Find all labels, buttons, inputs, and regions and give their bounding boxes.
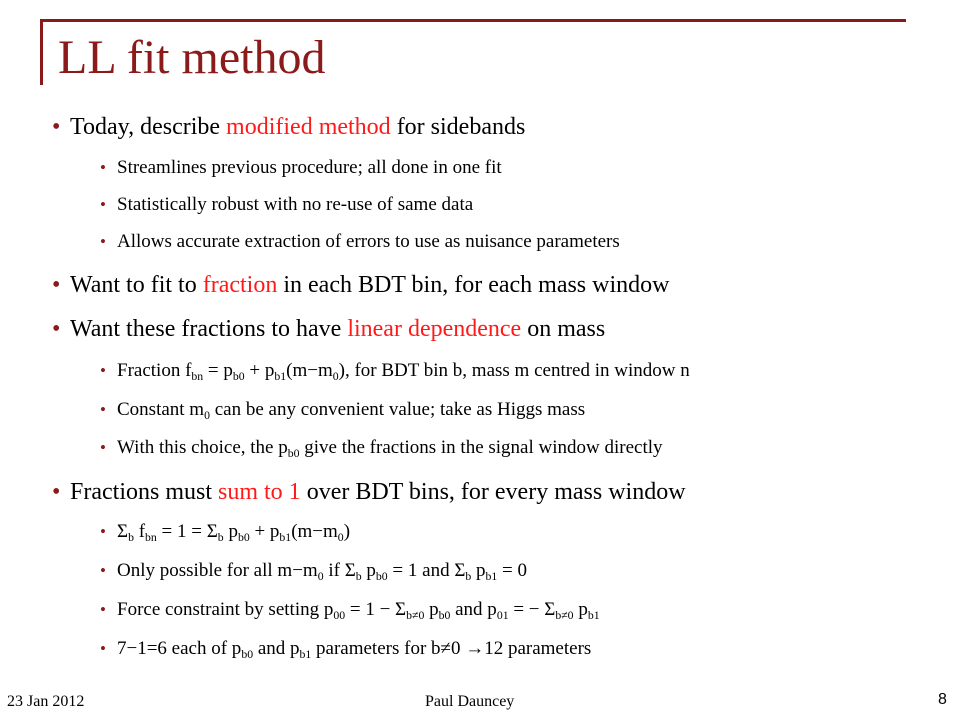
bullet-modified-method: • Today, describe modified method for sidebands [52, 114, 526, 140]
footer-date: 23 Jan 2012 [7, 693, 85, 710]
bullet-dot-icon: • [100, 195, 106, 214]
bullet-dot-icon: • [100, 232, 106, 251]
subbullet-signal-window: • With this choice, the $p_{b0}$ give the fractions in the signal window directly [100, 437, 663, 461]
subbullet-constant-m0: • Constant $m_0$ can be any convenient value; take as Higgs mass [100, 399, 586, 423]
bullet-dot-icon: • [100, 158, 106, 177]
subbullet-force-constraint: • Force constraint by setting $p_{00} = 1 - \Sigma_{b\ne 0}$ $p_{b0}$ and $p_{01}$ = − $\Sigma_{b\ne 0}$ $p_{b1}$ [100, 599, 600, 623]
subbullet-streamlines: • Streamlines previous procedure; all done in one fit [100, 157, 502, 178]
bullet-dot-icon: • [100, 522, 106, 541]
subbullet-twelve-parameters: • 7−1=6 each of $p_{b0}$ and $p_{b1}$ parameters for b≠0 →12 parameters [100, 638, 592, 662]
subbullet-statistically-robust: • Statistically robust with no re-use of same data [100, 194, 474, 215]
bullet-dot-icon: • [52, 479, 61, 505]
slide-number: 8 [938, 691, 947, 708]
bullet-dot-icon: • [100, 400, 106, 419]
bullet-sum-to-one: • Fractions must sum to 1 over BDT bins, for every mass window [52, 479, 686, 505]
bullet-dot-icon: • [52, 316, 61, 342]
bullet-linear-dependence: • Want these fractions to have linear dependence on mass [52, 316, 606, 342]
bullet-dot-icon: • [52, 272, 61, 298]
bullet-dot-icon: • [52, 114, 61, 140]
bullet-dot-icon: • [100, 561, 106, 580]
bullet-dot-icon: • [100, 438, 106, 457]
bullet-fit-fraction: • Want to fit to fraction in each BDT bin, for each mass window [52, 272, 670, 298]
bullet-dot-icon: • [100, 361, 106, 380]
bullet-dot-icon: • [100, 600, 106, 619]
subbullet-fraction-formula: • Fraction $f_{bn} = p_{b0} + p_{b1}(m-m_0)$, for BDT bin b, mass m centred in window n [100, 360, 690, 384]
slide-title: LL fit method [58, 31, 326, 84]
subbullet-accurate-errors: • Allows accurate extraction of errors to use as nuisance parameters [100, 231, 620, 252]
subbullet-sum-formula: • $\Sigma_b$ $f_{bn} = 1 = \Sigma_b$ $p_{b0} + p_{b1}(m-m_0)$ [100, 521, 351, 545]
bullet-dot-icon: • [100, 639, 106, 658]
footer-author: Paul Dauncey [425, 693, 515, 710]
subbullet-only-possible: • Only possible for all $m-m_0$ if $\Sigma_b$ $p_{b0} = 1$ and $\Sigma_b$ $p_{b1} = 0$ [100, 560, 528, 584]
